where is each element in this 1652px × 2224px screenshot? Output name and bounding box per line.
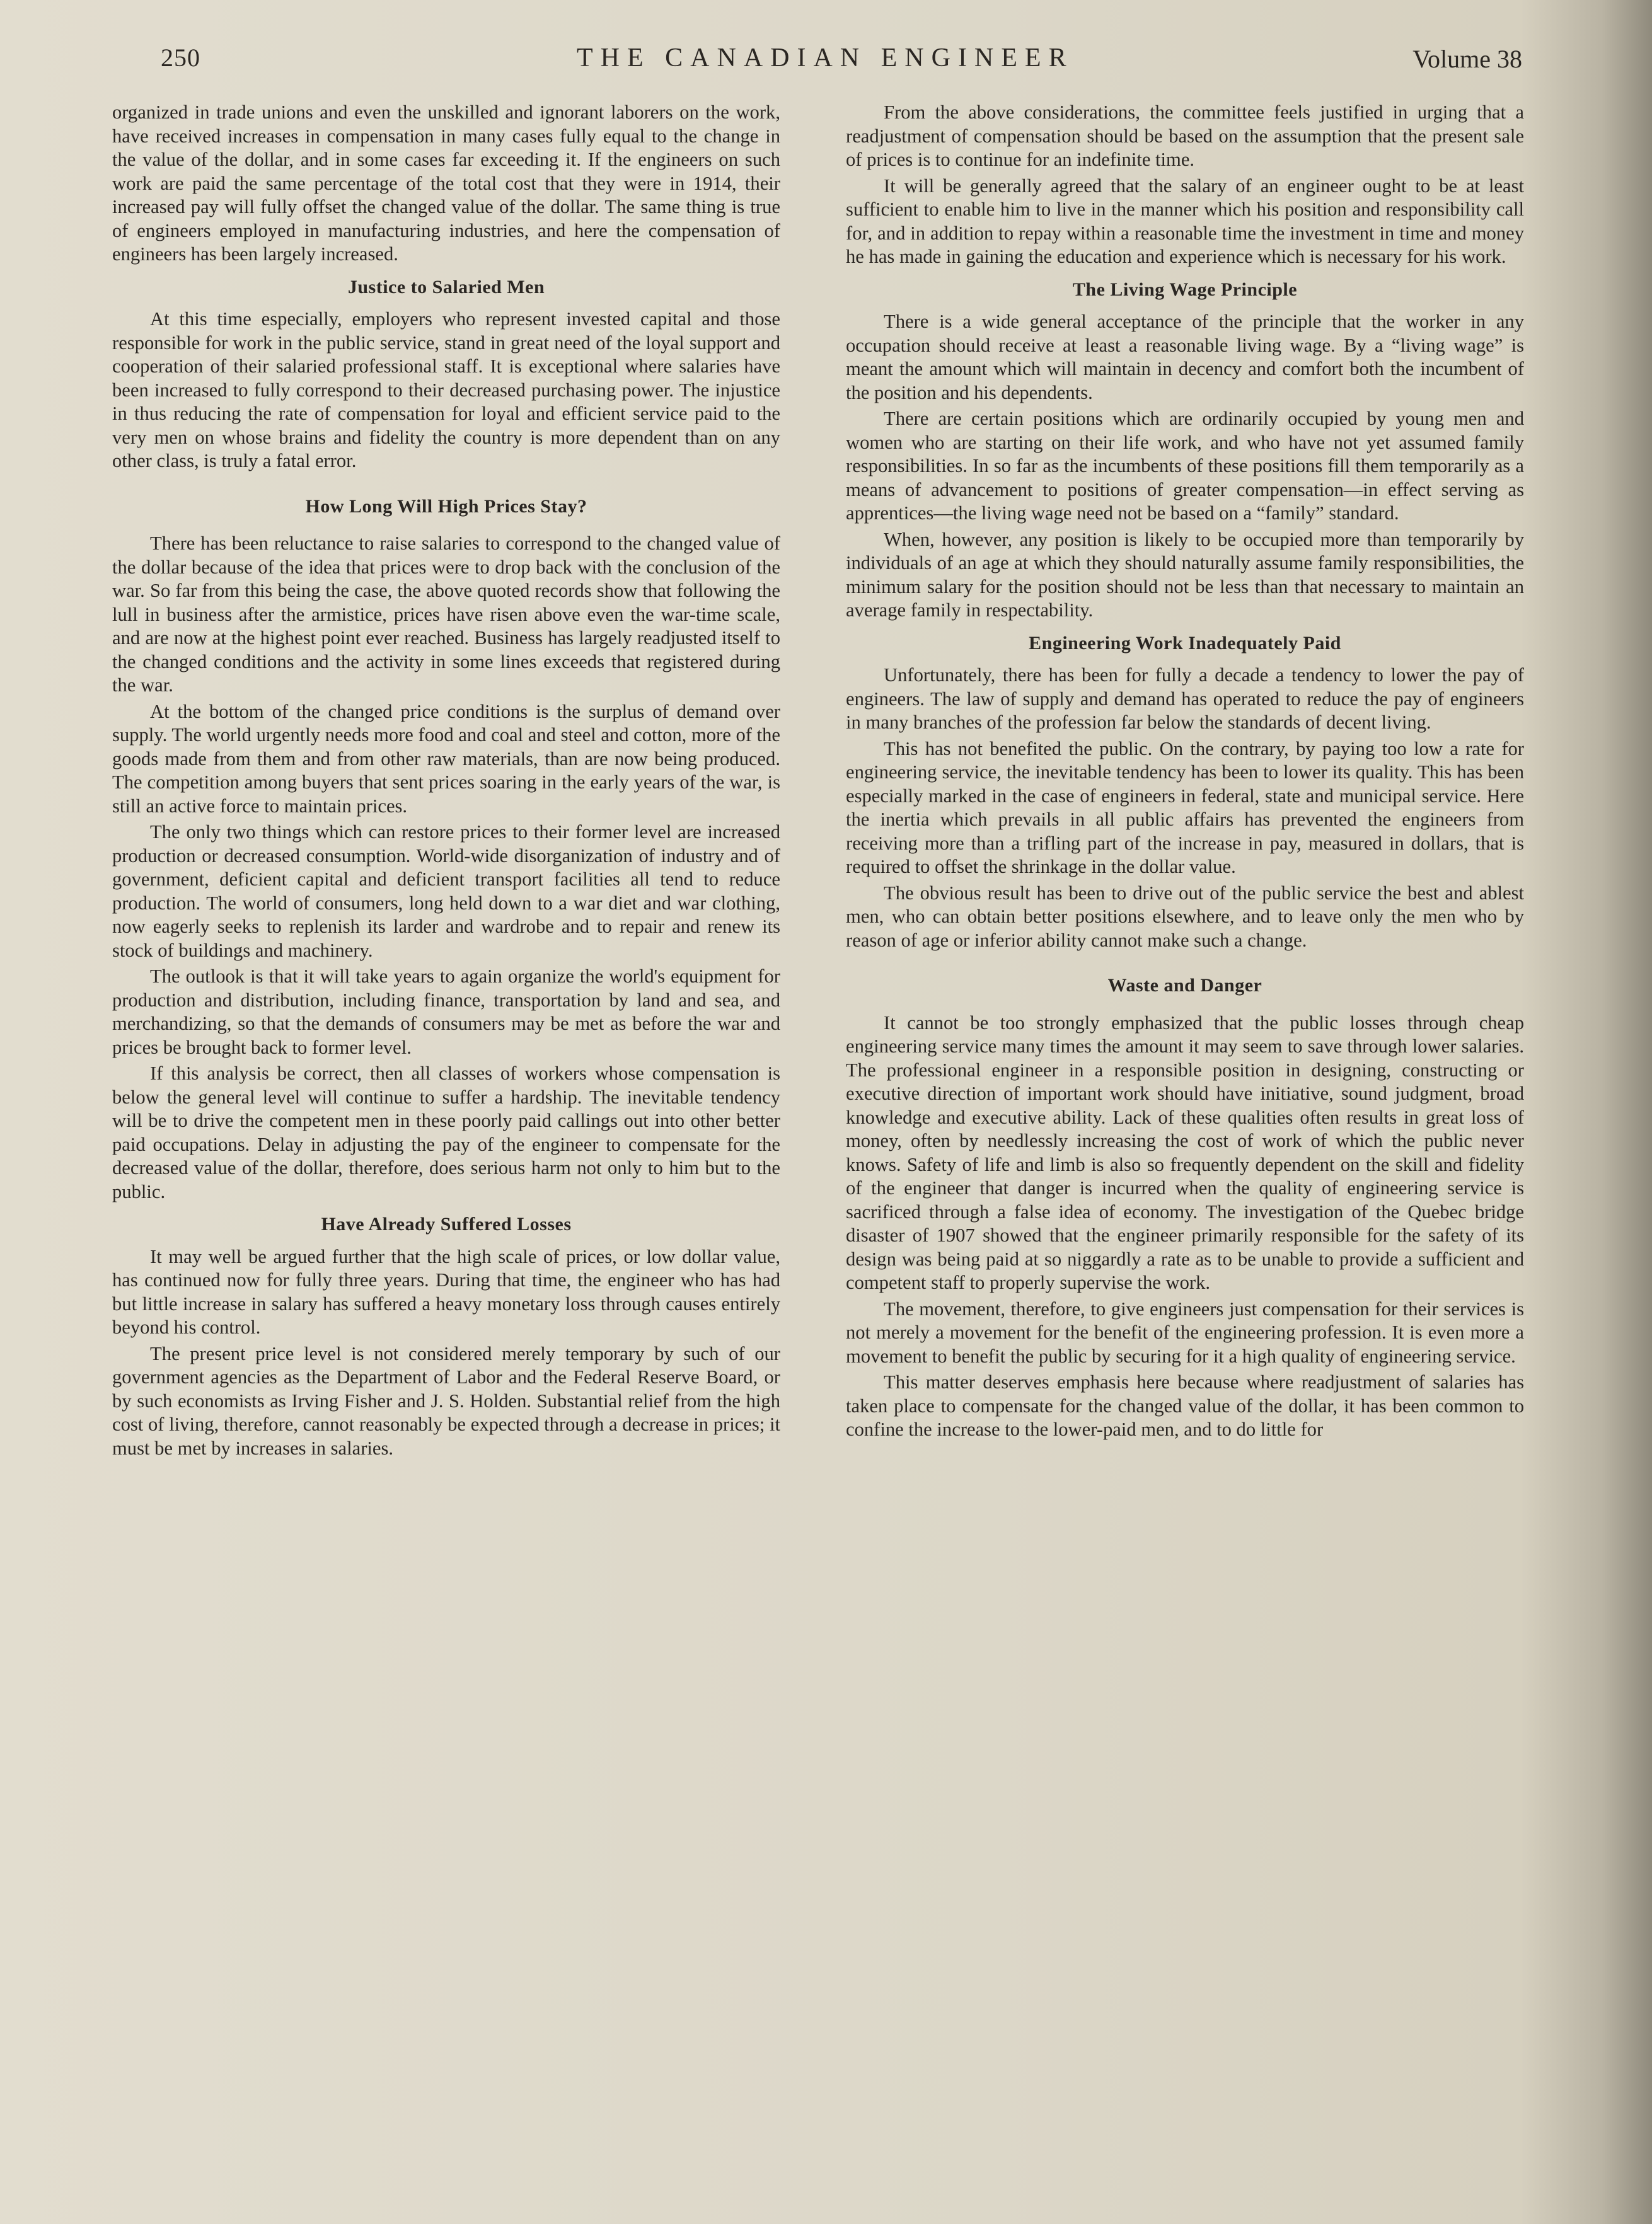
paragraph: At this time especially, employers who represent invested capital and those responsible for work in the public service, stand in great need of the loyal support and cooperation of their salaried professional staff. It is exceptional where salaries have been increased to fully correspond to their decreased purchasing power. The injustice in thus reducing the rate of compensation for loyal and efficient service paid to the very men on whose brains and fidelity the country is more dependent than on any other class, is truly a fatal error. — [112, 308, 780, 471]
paragraph: If this analysis be correct, then all classes of workers whose compensation is below the general level will continue to suffer a hardship. The inevitable tendency will be to drive the competent men in these poorly paid callings out into other better paid occupations. Delay in adjusting the pay of the engineer to compensate for the decreased value of the dollar, therefore, does serious harm not only to him but to the public. — [112, 1063, 780, 1202]
volume-label: Volume 38 — [1412, 45, 1522, 73]
left-column — [112, 101, 780, 1460]
paragraph: organized in trade unions and even the unskilled and ignorant laborers on the work, have received increases in compensation in many cases fully equal to the change in the value of the dollar, and in some cases far exceeding it. If the engineers on such work are paid the same percentage of the total cost that they were in 1914, their increased pay will fully offset the changed value of the dollar. The same thing is true of engineers employed in manufacturing industries, and here the compensation of engineers has been largely increased. — [112, 101, 780, 265]
section-heading: Have Already Suffered Losses — [321, 1214, 572, 1235]
paragraph: It may well be argued further that the high scale of prices, or low dollar value, has continued now for fully three years. During that time, the engineer who has had but little increase in salary has suffered a heavy monetary loss through causes entirely beyond his control. — [112, 1245, 780, 1338]
paragraph: There are certain positions which are ordinarily occupied by young men and women who are starting on their life work, and who have not yet assumed family responsibilities. In so far as the incumbents of these positions fill them temporarily as a means of advancement to positions of greater compensation—in effect serving as apprentices—the living wage need not be based on a “family” standard. — [846, 408, 1524, 524]
paragraph: The outlook is that it will take years to again organize the world's equipment for production and distribution, including finance, transportation by land and sea, and merchandizing, so that the demands of consumers may be met as before the war and prices be brought back to former level. — [112, 965, 780, 1058]
paragraph: From the above considerations, the committee feels justified in urging that a readjustment of compensation should be based on the assumption that the present sale of prices is to continue for an indefinite time. — [846, 101, 1524, 170]
paragraph: There has been reluctance to raise salaries to correspond to the changed value of the dollar because of the idea that prices were to drop back with the conclusion of the war. So far from this being the case, the above quoted records show that following the lull in business after the armistice, prices have risen above even the war-time scale, and are now at the highest point ever reached. Business has largely readjusted itself to the changed conditions and the activity in some lines exceeds that registered during the war. — [112, 533, 780, 696]
section-heading: How Long Will High Prices Stay? — [305, 495, 587, 517]
paragraph: It cannot be too strongly emphasized that the public losses through cheap engineering service many times the amount it may seem to save through lower salaries. The professional engineer in a responsible position in designing, constructing or executive direction of important work should have initiative, sound judgment, broad knowledge and executive ability. Lack of these qualities often results in great loss of money, often by needlessly increasing the cost of work of which the public never knows. Safety of life and limb is also so frequently dependent on the skill and fidelity of the engineer that danger is incurred when the quality of engineering service is sacrificed through a false idea of economy. The investigation of the Quebec bridge disaster of 1907 showed that the engineer primarily responsible for the safety of its design was being paid at so niggardly a rate as to be unable to provide a sufficient and competent staff to properly supervise the work. — [846, 1011, 1524, 1293]
section-heading: Justice to Salaried Men — [347, 276, 545, 297]
section-heading: The Living Wage Principle — [1072, 279, 1298, 300]
paragraph: This matter deserves emphasis here because where readjustment of salaries has taken place to compensate for the changed value of the dollar, it has been common to confine the increase to the lower-paid men, and to do little for — [846, 1371, 1524, 1440]
paragraph: When, however, any position is likely to be occupied more than temporarily by individuals of an age at which they should naturally assume family responsibilities, the minimum salary for the position should not be less than that necessary to maintain an average family in respectability. — [846, 528, 1524, 621]
paragraph: Unfortunately, there has been for fully a decade a tendency to lower the pay of engineers. The law of supply and demand has operated to reduce the pay of engineers in many branches of the profession far below the standards of decent living. — [846, 664, 1524, 733]
page-header — [161, 43, 1522, 81]
right-column — [846, 101, 1524, 1442]
paragraph: This has not benefited the public. On the contrary, by paying too low a rate for engineering service, the inevitable tendency has been to lower its quality. This has been especially marked in the case of engineers in federal, state and municipal service. Here the inertia which prevails in all public affairs has prevented the engineers from receiving more than a trifling part of the increase in pay, measured in dollars, that is required to offset the shrinkage in the dollar value. — [846, 737, 1524, 877]
journal-title: THE CANADIAN ENGINEER — [577, 43, 1074, 72]
paragraph: The only two things which can restore prices to their former level are increased production or decreased consumption. World-wide disorganization of industry and of government, deficient capital and deficient transport facilities all tend to reduce production. The world of consumers, long held down to a war diet and war clothing, now eagerly seeks to replenish its larder and wardrobe and to repair and renew its stock of buildings and machinery. — [112, 821, 780, 961]
paragraph: At the bottom of the changed price conditions is the surplus of demand over supply. The world urgently needs more food and coal and steel and cotton, more of the goods made from them and from other raw materials, than are now being produced. The competition among buyers that sent prices soaring in the early years of the war, is still an active force to maintain prices. — [112, 700, 780, 817]
section-heading: Waste and Danger — [1107, 975, 1262, 996]
paragraph: The movement, therefore, to give engineers just compensation for their services is not merely a movement for the benefit of the engineering profession. It is even more a movement to benefit the public by securing for it a high quality of engineering service. — [846, 1298, 1524, 1367]
paragraph: The obvious result has been to drive out of the public service the best and ablest men, who can obtain better positions elsewhere, and to leave only the men who by reason of age or inferior ability cannot make such a change. — [846, 882, 1524, 951]
page-number: 250 — [161, 43, 200, 72]
section-heading: Engineering Work Inadequately Paid — [1029, 632, 1341, 654]
paragraph: The present price level is not considered merely temporary by such of our government agencies as the Department of Labor and the Federal Reserve Board, or by such economists as Irving Fisher and J. S. Holden. Substantial relief from the high cost of living, therefore, cannot reasonably be expected through a decrease in prices; it must be met by increases in salaries. — [112, 1342, 780, 1459]
paragraph: It will be generally agreed that the salary of an engineer ought to be at least sufficient to enable him to live in the manner which his position and responsibility call for, and in addition to repay within a reasonable time the investment in time and money he has made in gaining the education and experience which is necessary for his work. — [846, 175, 1524, 267]
paragraph: There is a wide general acceptance of the principle that the worker in any occupation should receive at least a reasonable living wage. By a “living wage” is meant the amount which will maintain in decency and comfort both the incumbent of the position and his dependents. — [846, 311, 1524, 403]
